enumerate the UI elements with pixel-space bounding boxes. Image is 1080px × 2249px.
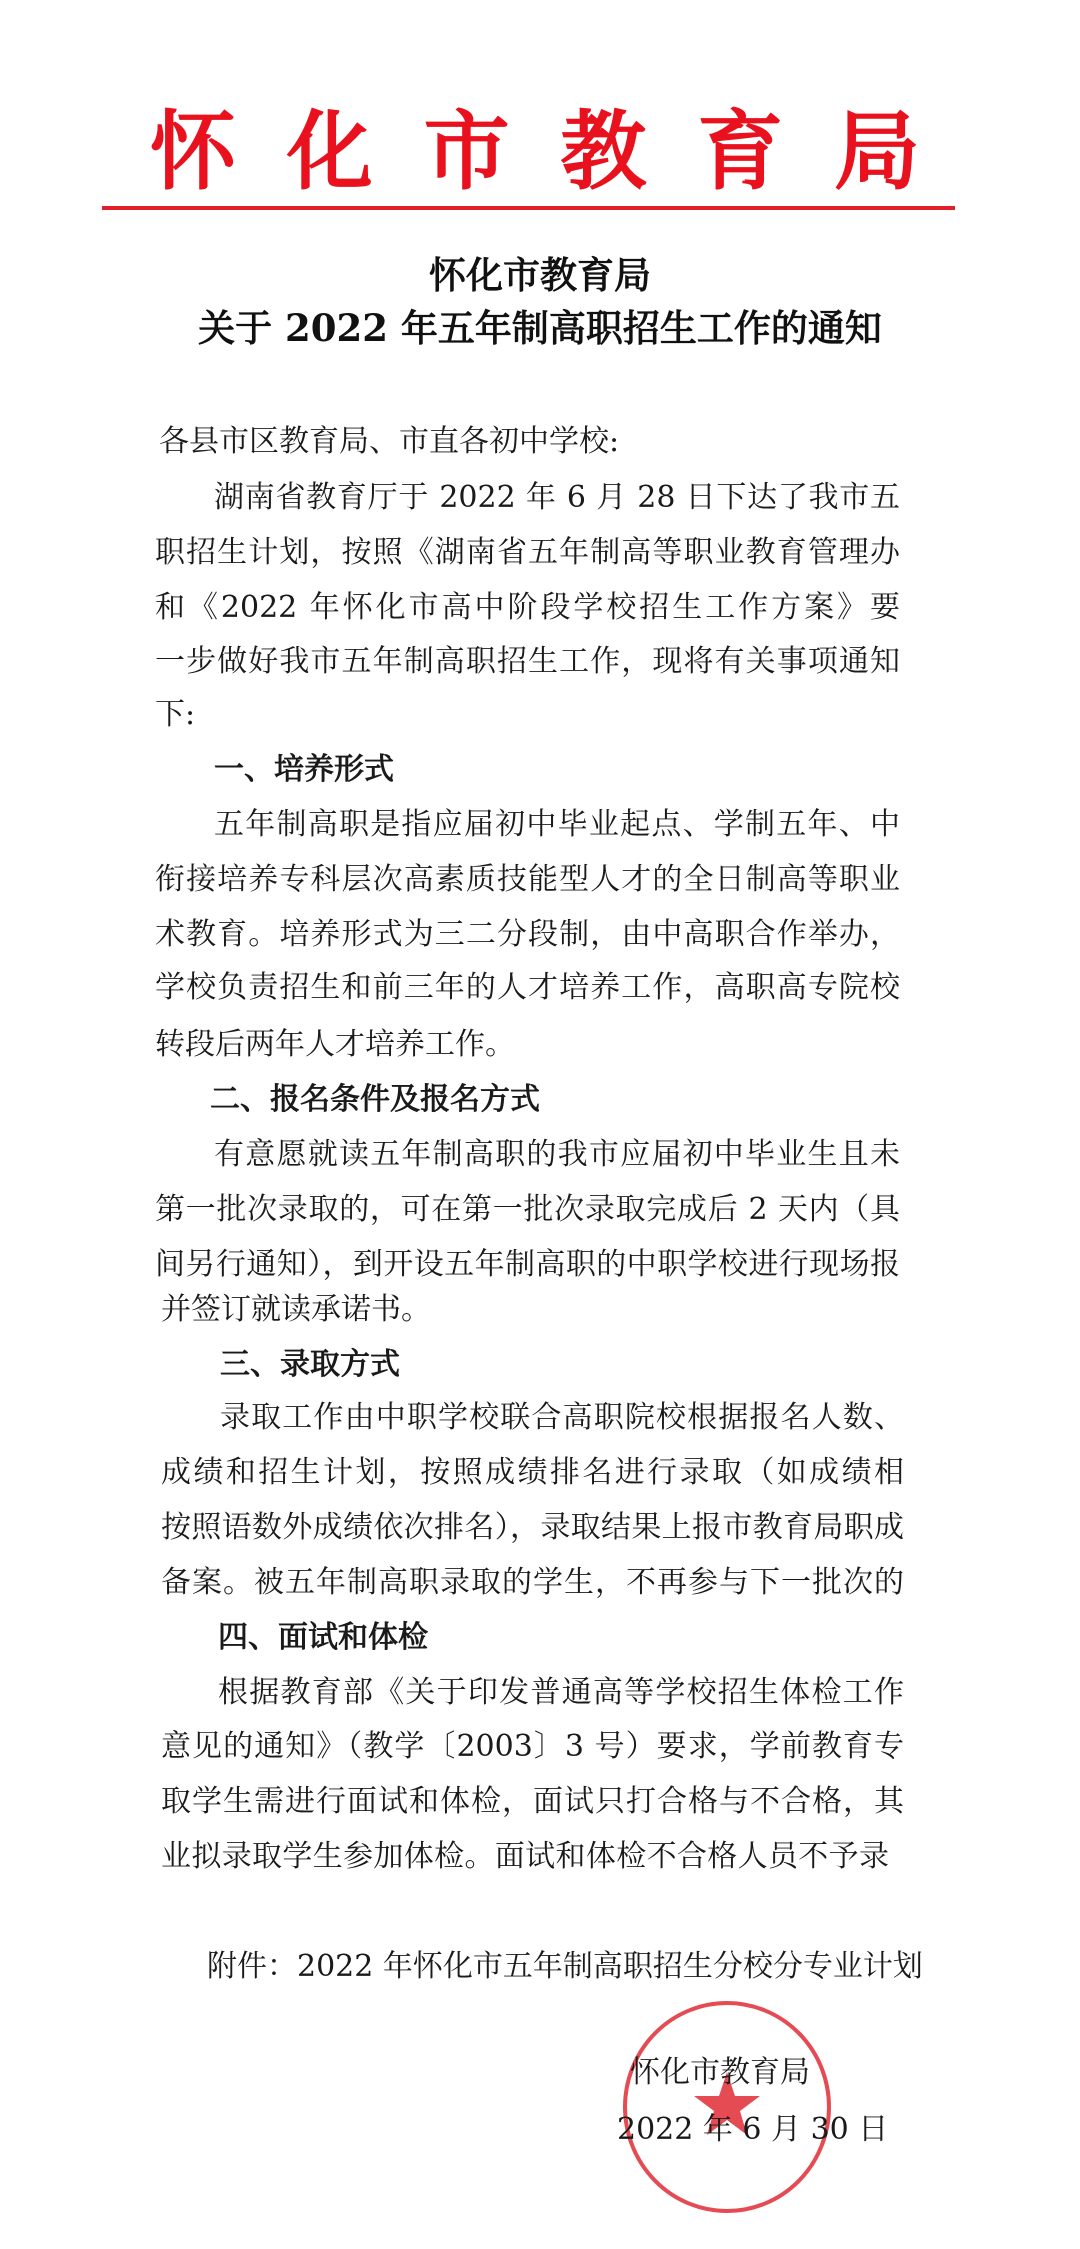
section-line: 衔接培养专科层次高素质技能型人才的全日制高等职业 [155,862,900,897]
section-line: 成绩和招生计划，按照成绩排名进行录取（如成绩相 [161,1455,904,1490]
section-heading: 一、培养形式 [214,752,394,787]
letterhead-title [150,101,920,202]
section-line: 根据教育部《关于印发普通高等学校招生体检工作 [218,1675,904,1710]
section-line: 按照语数外成绩依次排名），录取结果上报市教育局职成 [161,1510,904,1545]
intro-line: 湖南省教育厅于 2022 年 6 月 28 日下达了我市五 [214,480,900,515]
section-line: 取学生需进行面试和体检，面试只打合格与不合格，其 [161,1784,904,1819]
signature-organization: 怀化市教育局 [630,2055,810,2090]
section-line: 备案。被五年制高职录取的学生，不再参与下一批次的 [161,1565,904,1600]
intro-line: 职招生计划，按照《湖南省五年制高等职业教育管理办 [155,535,900,570]
section-line: 有意愿就读五年制高职的我市应届初中毕业生且未 [214,1137,900,1172]
section-line: 术教育。培养形式为三二分段制，由中高职合作举办， [155,917,900,952]
section-line: 业拟录取学生参加体检。面试和体检不合格人员不予录 [161,1839,889,1874]
letterhead-char: 育 [697,101,784,202]
section-line: 学校负责招生和前三年的人才培养工作，高职高专院校 [155,970,900,1005]
letterhead-char: 局 [833,101,920,202]
section-heading: 四、面试和体检 [218,1620,428,1655]
document-title-line1: 怀化市教育局 [429,253,651,297]
section-line: 五年制高职是指应届初中毕业起点、学制五年、中 [214,807,900,842]
section-heading: 三、录取方式 [220,1347,400,1382]
signature-date: 2022 年 6 月 30 日 [617,2112,889,2147]
section-heading: 二、报名条件及报名方式 [210,1082,540,1117]
section-line: 转段后两年人才培养工作。 [155,1027,515,1062]
letterhead-divider [102,206,955,210]
section-line: 间另行通知），到开设五年制高职的中职学校进行现场报 [155,1247,900,1282]
seal-graphic [622,2000,832,2214]
intro-line: 一步做好我市五年制高职招生工作，现将有关事项通知 [155,644,900,679]
section-line: 并签订就读承诺书。 [161,1292,431,1327]
section-line: 录取工作由中职学校联合高职院校根据报名人数、 [220,1400,904,1435]
section-line: 第一批次录取的，可在第一批次录取完成后 2 天内（具 [155,1192,900,1227]
letterhead-char: 怀 [150,101,236,202]
letterhead-char: 市 [423,101,510,202]
official-seal [622,2000,832,2214]
document-title-line2: 关于 2022 年五年制高职招生工作的通知 [198,306,882,350]
intro-line: 和《2022 年怀化市高中阶段学校招生工作方案》要 [155,590,900,625]
attachment-note: 附件：2022 年怀化市五年制高职招生分校分专业计划 [207,1949,923,1984]
letterhead-char: 教 [560,101,647,202]
section-line: 意见的通知》（教学〔2003〕3 号）要求，学前教育专 [161,1729,904,1764]
letterhead-char: 化 [286,101,373,202]
addressee: 各县市区教育局、市直各初中学校: [159,424,620,459]
intro-line: 下: [155,697,196,732]
